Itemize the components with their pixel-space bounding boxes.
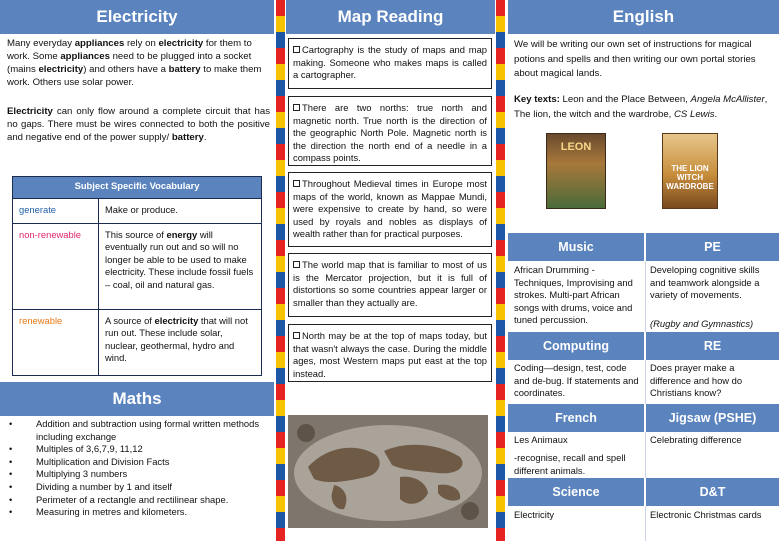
pe-header: PE [646, 233, 779, 261]
stripe-segment [276, 400, 285, 416]
stripe-segment [276, 0, 285, 16]
english-header: English [508, 0, 779, 34]
text-run: , The lion, the witch and the wardrobe, [514, 94, 768, 120]
stripe-segment [496, 512, 505, 528]
vocab-term: generate [13, 198, 99, 223]
text-run: need to be plugged into a socket (mains [7, 50, 252, 75]
stripe-segment [276, 80, 285, 96]
stripe-segment [496, 144, 505, 160]
stripe-segment [496, 0, 505, 16]
text-run: electricity [158, 38, 204, 49]
stripe-segment [496, 80, 505, 96]
text-run: appliances [74, 38, 125, 49]
text-run: Leon and the Place Between, [559, 94, 691, 105]
french-title-text: Les Animaux [514, 434, 568, 445]
pshe-header: Jigsaw (PSHE) [646, 404, 779, 432]
computing-text: Coding—design, test, code and de-bug. If statements and coordinates. [514, 362, 639, 399]
text-run: A source of [105, 314, 155, 326]
stripe-segment [276, 48, 285, 64]
map-fact-box [288, 172, 492, 247]
list-item: • Perimeter of a rectangle and rectilinear shape. [8, 494, 272, 507]
stripe-segment [276, 304, 285, 320]
map-fact-box [288, 96, 492, 166]
stripe-segment [276, 176, 285, 192]
stripe-segment [496, 16, 505, 32]
checkbox-icon [293, 261, 300, 268]
key-texts-label: Key texts: [514, 94, 560, 105]
text-run: ) and others have a [83, 63, 169, 75]
text-run: . [203, 131, 207, 143]
stripe-segment [496, 320, 505, 336]
map-fact-text: Throughout Medieval times in Europe most maps of the world, known as Mappae Mundi, were expensive to create by hand, so were used by royals and nobles as displays of wealth rather than for practical purposes. [293, 178, 487, 240]
stripe-segment [496, 416, 505, 432]
table-row [13, 309, 262, 375]
re-header: RE [646, 332, 779, 360]
vocab-term: renewable [13, 309, 99, 375]
list-item: • Addition and subtraction using formal written methods including exchange [8, 418, 272, 443]
map-fact-box [288, 324, 492, 382]
text-run: electricity [154, 314, 199, 326]
re-text: Does prayer make a difference and how do Christians know? [650, 362, 743, 399]
music-text: African Drumming - Techniques, Improvising and strokes. Multi-part African songs with drums, voice and tuned percussion. [514, 264, 633, 326]
stripe-segment [276, 144, 285, 160]
english-intro: We will be writing our own set of instructions for magical potions and spells and then writing our own portal stories about magical lands. [514, 39, 756, 80]
vocabulary-title: Subject Specific Vocabulary [13, 177, 262, 199]
stripe-segment [276, 528, 285, 541]
vocab-definition [99, 198, 262, 223]
stripe-segment [496, 528, 505, 541]
text-run: Electricity [7, 106, 53, 117]
maths-list [8, 418, 272, 519]
map-fact-text: North may be at the top of maps today, but that wasn't always the case. During the middle ages, most Western maps put east at the top instead. [293, 330, 487, 379]
stripe-segment [496, 288, 505, 304]
stripe-right [496, 0, 505, 541]
stripe-segment [276, 464, 285, 480]
map-fact-box [288, 38, 492, 89]
stripe-segment [496, 224, 505, 240]
dt-header: D&T [646, 478, 779, 506]
table-row [13, 198, 262, 223]
stripe-segment [496, 208, 505, 224]
text-run: will eventually run out and so will no longer be able to be used to make electricity. These include fossil fuels – coal, oil and natural gas. [105, 228, 254, 290]
text-run: . [714, 108, 718, 120]
list-item: • Multiples of 3,6,7,9, 11,12 [8, 443, 272, 456]
stripe-segment [276, 32, 285, 48]
stripe-segment [276, 96, 285, 112]
text-run: to make them work. Others use solar power. [7, 63, 262, 88]
french-header: French [508, 404, 644, 432]
stripe-segment [276, 272, 285, 288]
checkbox-icon [293, 332, 300, 339]
text-run: energy [166, 228, 198, 240]
text-run: Many everyday [7, 38, 75, 49]
vocab-term: non-renewable [13, 223, 99, 309]
stripe-segment [496, 64, 505, 80]
stripe-left [276, 0, 285, 541]
stripe-segment [276, 224, 285, 240]
stripe-segment [276, 496, 285, 512]
stripe-segment [276, 320, 285, 336]
list-item: • Dividing a number by 1 and itself [8, 481, 272, 494]
stripe-segment [496, 480, 505, 496]
pe-note: (Rugby and Gymnastics) [650, 318, 754, 329]
world-map-icon [288, 415, 488, 528]
leon-book-cover [546, 133, 606, 209]
stripe-segment [496, 240, 505, 256]
text-run: appliances [60, 50, 110, 62]
table-row [13, 223, 262, 309]
text-run: for them to work. Some [7, 38, 252, 62]
vocab-definition [99, 223, 262, 309]
stripe-segment [276, 384, 285, 400]
stripe-segment [496, 192, 505, 208]
stripe-segment [496, 176, 505, 192]
text-run: battery [168, 63, 201, 75]
text-run: that will not run out. These include solar, nuclear, geothermal, hydro and wind. [105, 314, 248, 364]
grid-divider [645, 432, 646, 478]
dt-text: Electronic Christmas cards [650, 509, 762, 520]
stripe-segment [276, 336, 285, 352]
electricity-intro [7, 38, 270, 90]
text-run: rely on [124, 38, 159, 49]
checkbox-icon [293, 46, 300, 53]
list-item: • Multiplying 3 numbers [8, 468, 272, 481]
stripe-segment [276, 112, 285, 128]
lion-witch-book-cover [662, 133, 718, 209]
science-text: Electricity [514, 509, 555, 520]
stripe-segment [496, 112, 505, 128]
stripe-segment [496, 32, 505, 48]
checkbox-icon [293, 180, 300, 187]
list-item: • Multiplication and Division Facts [8, 456, 272, 469]
checkbox-icon [293, 104, 300, 111]
map-fact-text: The world map that is familiar to most of us is the Mercator projection, but it is full of distortions so some countries appear larger or smaller than they actually are. [293, 259, 487, 308]
map-reading-header: Map Reading [286, 0, 495, 34]
text-run: electricity [38, 63, 84, 75]
stripe-segment [276, 448, 285, 464]
stripe-segment [276, 416, 285, 432]
stripe-segment [276, 480, 285, 496]
old-world-map-image [288, 415, 488, 528]
map-fact-box [288, 253, 492, 317]
stripe-segment [496, 384, 505, 400]
stripe-segment [276, 240, 285, 256]
stripe-segment [496, 160, 505, 176]
book-cover-title: THE LION WITCH WARDROBE [666, 164, 714, 191]
stripe-segment [496, 432, 505, 448]
stripe-segment [496, 96, 505, 112]
stripe-segment [276, 368, 285, 384]
computing-header: Computing [508, 332, 644, 360]
stripe-segment [496, 352, 505, 368]
stripe-segment [496, 336, 505, 352]
text-run: CS Lewis [674, 108, 715, 120]
stripe-segment [496, 128, 505, 144]
stripe-segment [276, 512, 285, 528]
stripe-segment [276, 352, 285, 368]
electricity-circuit-text [7, 106, 270, 145]
stripe-segment [276, 256, 285, 272]
stripe-segment [276, 128, 285, 144]
maths-header: Maths [0, 382, 274, 416]
music-header: Music [508, 233, 644, 261]
stripe-segment [276, 288, 285, 304]
stripe-segment [496, 496, 505, 512]
electricity-header: Electricity [0, 0, 274, 34]
pshe-text: Celebrating difference [650, 434, 742, 445]
text-run: can only flow around a complete circuit that has no gaps. There must be wires connected to both the positive and negative end of the power supply/ [7, 106, 270, 143]
text-run: Make or produce. [105, 203, 178, 215]
pe-text: Developing cognitive skills and teamwork alongside a variety of movements. [650, 264, 760, 301]
stripe-segment [496, 368, 505, 384]
stripe-segment [496, 464, 505, 480]
text-run: battery [171, 131, 204, 143]
french-text: -recognise, recall and spell different animals. [514, 452, 626, 476]
science-header: Science [508, 478, 644, 506]
map-fact-text: Cartography is the study of maps and map making. Someone who makes maps is called a cartographer. [293, 44, 487, 81]
grid-divider [645, 360, 646, 404]
stripe-segment [496, 448, 505, 464]
map-fact-text: There are two norths: true north and magnetic north. True north is the direction of the geographic North Pole. Magnetic north is the direction the north end of a needle in a compass points. [293, 102, 487, 164]
stripe-segment [276, 16, 285, 32]
stripe-segment [496, 304, 505, 320]
vocab-definition [99, 309, 262, 375]
stripe-segment [496, 256, 505, 272]
stripe-segment [276, 208, 285, 224]
stripe-segment [276, 192, 285, 208]
book-cover-title: LEON [560, 141, 592, 153]
english-key-texts [514, 93, 776, 122]
stripe-segment [276, 432, 285, 448]
stripe-segment [276, 64, 285, 80]
list-item: • Measuring in metres and kilometers. [8, 506, 272, 519]
stripe-segment [496, 48, 505, 64]
text-run: Angela McAllister [690, 94, 765, 105]
grid-divider [645, 506, 646, 541]
grid-divider [645, 261, 646, 332]
vocabulary-table [12, 176, 262, 376]
text-run: This source of [105, 228, 167, 240]
stripe-segment [496, 272, 505, 288]
stripe-segment [276, 160, 285, 176]
stripe-segment [496, 400, 505, 416]
